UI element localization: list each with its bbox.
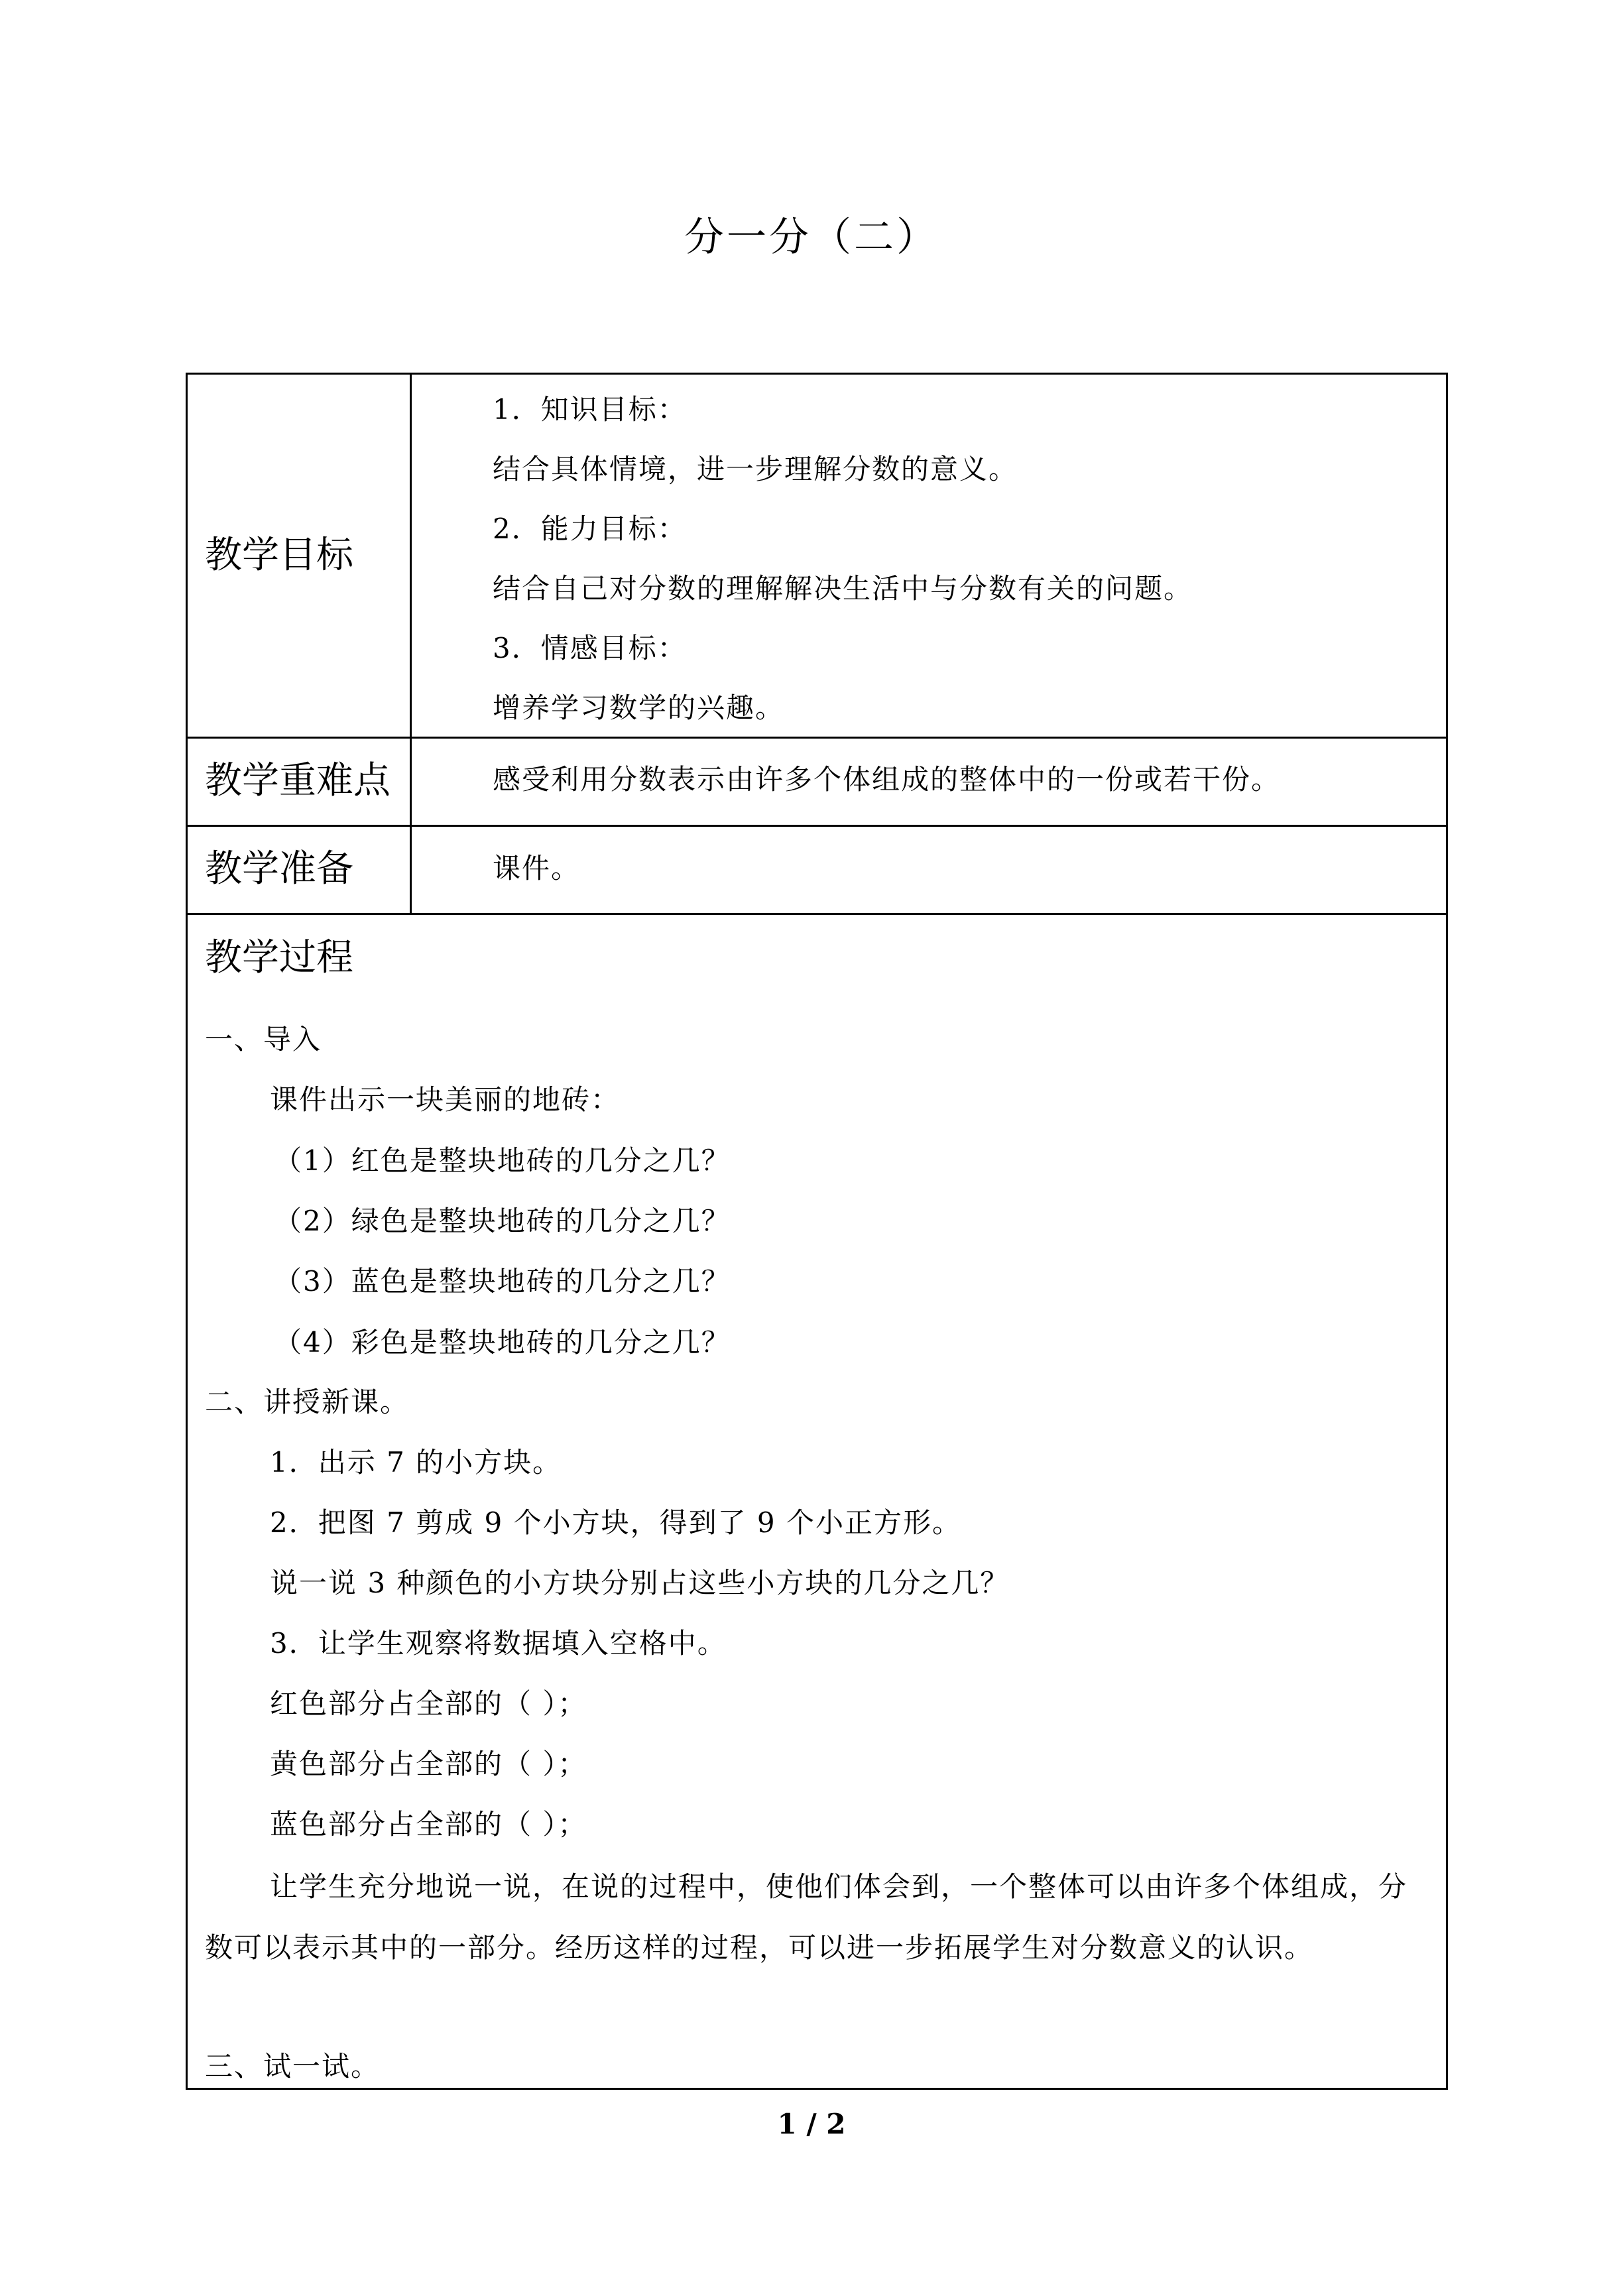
process-label: 教学过程 [205, 936, 353, 979]
objective-line: 2．能力目标： [493, 513, 687, 545]
objective-line: 1．知识目标： [493, 393, 687, 426]
objective-line: 结合自己对分数的理解解决生活中与分数有关的问题。 [493, 572, 1193, 605]
objective-line: 增养学习数学的兴趣。 [493, 692, 785, 724]
new-lesson-line: 说一说 3 种颜色的小方块分别占这些小方块的几分之几？ [270, 1567, 1010, 1599]
new-lesson-line: 3．让学生观察将数据填入空格中。 [270, 1627, 727, 1660]
preparation-label: 教学准备 [205, 847, 353, 890]
new-lesson-heading: 二、讲授新课。 [205, 1386, 410, 1418]
objective-line: 结合具体情境，进一步理解分数的意义。 [493, 453, 1018, 485]
fill-blank-line: 红色部分占全部的（ ）； [270, 1687, 587, 1720]
row-divider [188, 737, 1446, 739]
fill-blank-line: 蓝色部分占全部的（ ）； [270, 1808, 587, 1841]
key-points-text: 感受利用分数表示由许多个体组成的整体中的一份或若干份。 [493, 763, 1281, 796]
document-title: 分一分（二） [684, 214, 939, 261]
intro-heading: 一、导入 [205, 1023, 322, 1056]
preparation-text: 课件。 [493, 852, 581, 884]
lesson-plan-table [186, 373, 1448, 2090]
new-lesson-line: 2．把图 7 剪成 9 个小方块，得到了 9 个小正方形。 [270, 1506, 961, 1539]
intro-question: （4）彩色是整块地砖的几分之几？ [274, 1326, 731, 1359]
intro-question: （3）蓝色是整块地砖的几分之几？ [274, 1265, 731, 1298]
page-number: 1 / 2 [777, 2108, 846, 2140]
row-divider [188, 913, 1446, 915]
fill-blank-line: 黄色部分占全部的（ ）； [270, 1748, 587, 1780]
intro-text: 课件出示一块美丽的地砖： [270, 1083, 621, 1116]
intro-question: （2）绿色是整块地砖的几分之几？ [274, 1205, 731, 1237]
objective-line: 3．情感目标： [493, 632, 687, 664]
intro-question: （1）红色是整块地砖的几分之几？ [274, 1144, 731, 1177]
summary-paragraph: 让学生充分地说一说，在说的过程中，使他们体会到，一个整体可以由许多个体组成，分数可以表示其中的一部分。经历这样的过程，可以进一步拓展学生对分数意义的认识。 [205, 1870, 1408, 1964]
try-heading: 三、试一试。 [205, 2050, 381, 2083]
key-points-label: 教学重难点 [205, 759, 391, 802]
column-divider [410, 375, 412, 915]
objectives-label: 教学目标 [205, 534, 353, 577]
new-lesson-line: 1．出示 7 的小方块。 [270, 1446, 562, 1479]
row-divider [188, 825, 1446, 827]
